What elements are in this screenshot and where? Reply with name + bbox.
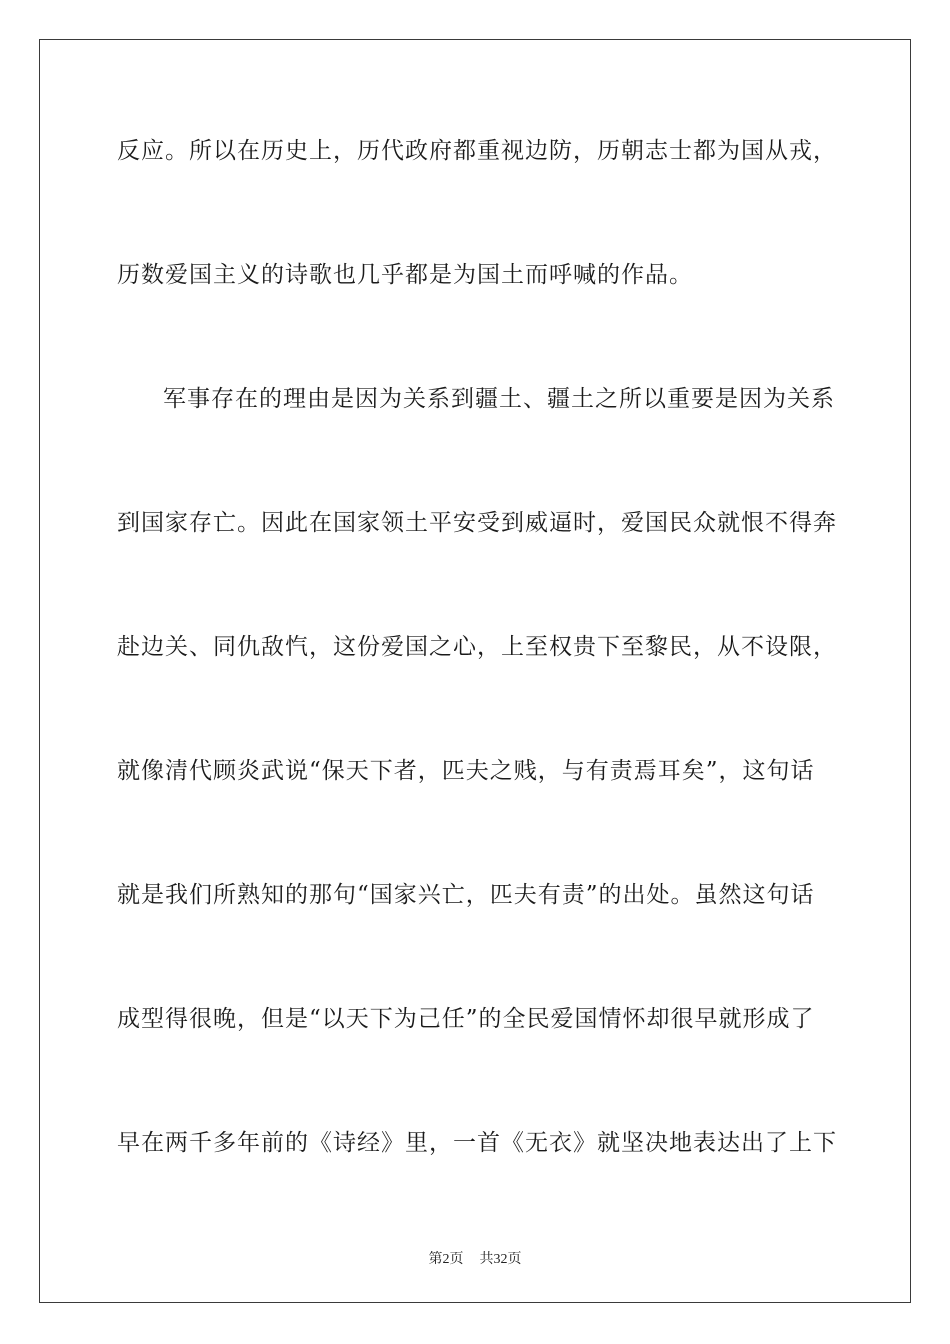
- body-text-line-6: 就像清代顾炎武说“保天下者，匹夫之贱，与有责焉耳矣”，这句话: [117, 758, 815, 784]
- body-text-line-1: 反应。所以在历史上，历代政府都重视边防，历朝志士都为国从戎，: [117, 138, 837, 164]
- page-footer: [0, 1248, 950, 1268]
- body-text-line-2: 历数爱国主义的诗歌也几乎都是为国土而呼喊的作品。: [117, 262, 693, 288]
- body-text-line-4: 到国家存亡。因此在国家领土平安受到威逼时，爱国民众就恨不得奔: [117, 510, 837, 536]
- total-pages: 共32页: [479, 1252, 522, 1267]
- page-number: 第2页: [428, 1252, 464, 1267]
- page-border: [39, 39, 911, 1303]
- body-text-line-8: 成型得很晚，但是“以天下为己任”的全民爱国情怀却很早就形成了: [117, 1006, 815, 1032]
- body-text-line-9: 早在两千多年前的《诗经》里，一首《无衣》就坚决地表达出了上下: [117, 1130, 837, 1156]
- body-text-line-7: 就是我们所熟知的那句“国家兴亡，匹夫有责”的出处。虽然这句话: [117, 882, 815, 908]
- body-text-line-5: 赴边关、同仇敌忾，这份爱国之心，上至权贵下至黎民，从不设限，: [117, 634, 837, 660]
- body-text-line-3: 军事存在的理由是因为关系到疆土、疆土之所以重要是因为关系: [163, 386, 835, 412]
